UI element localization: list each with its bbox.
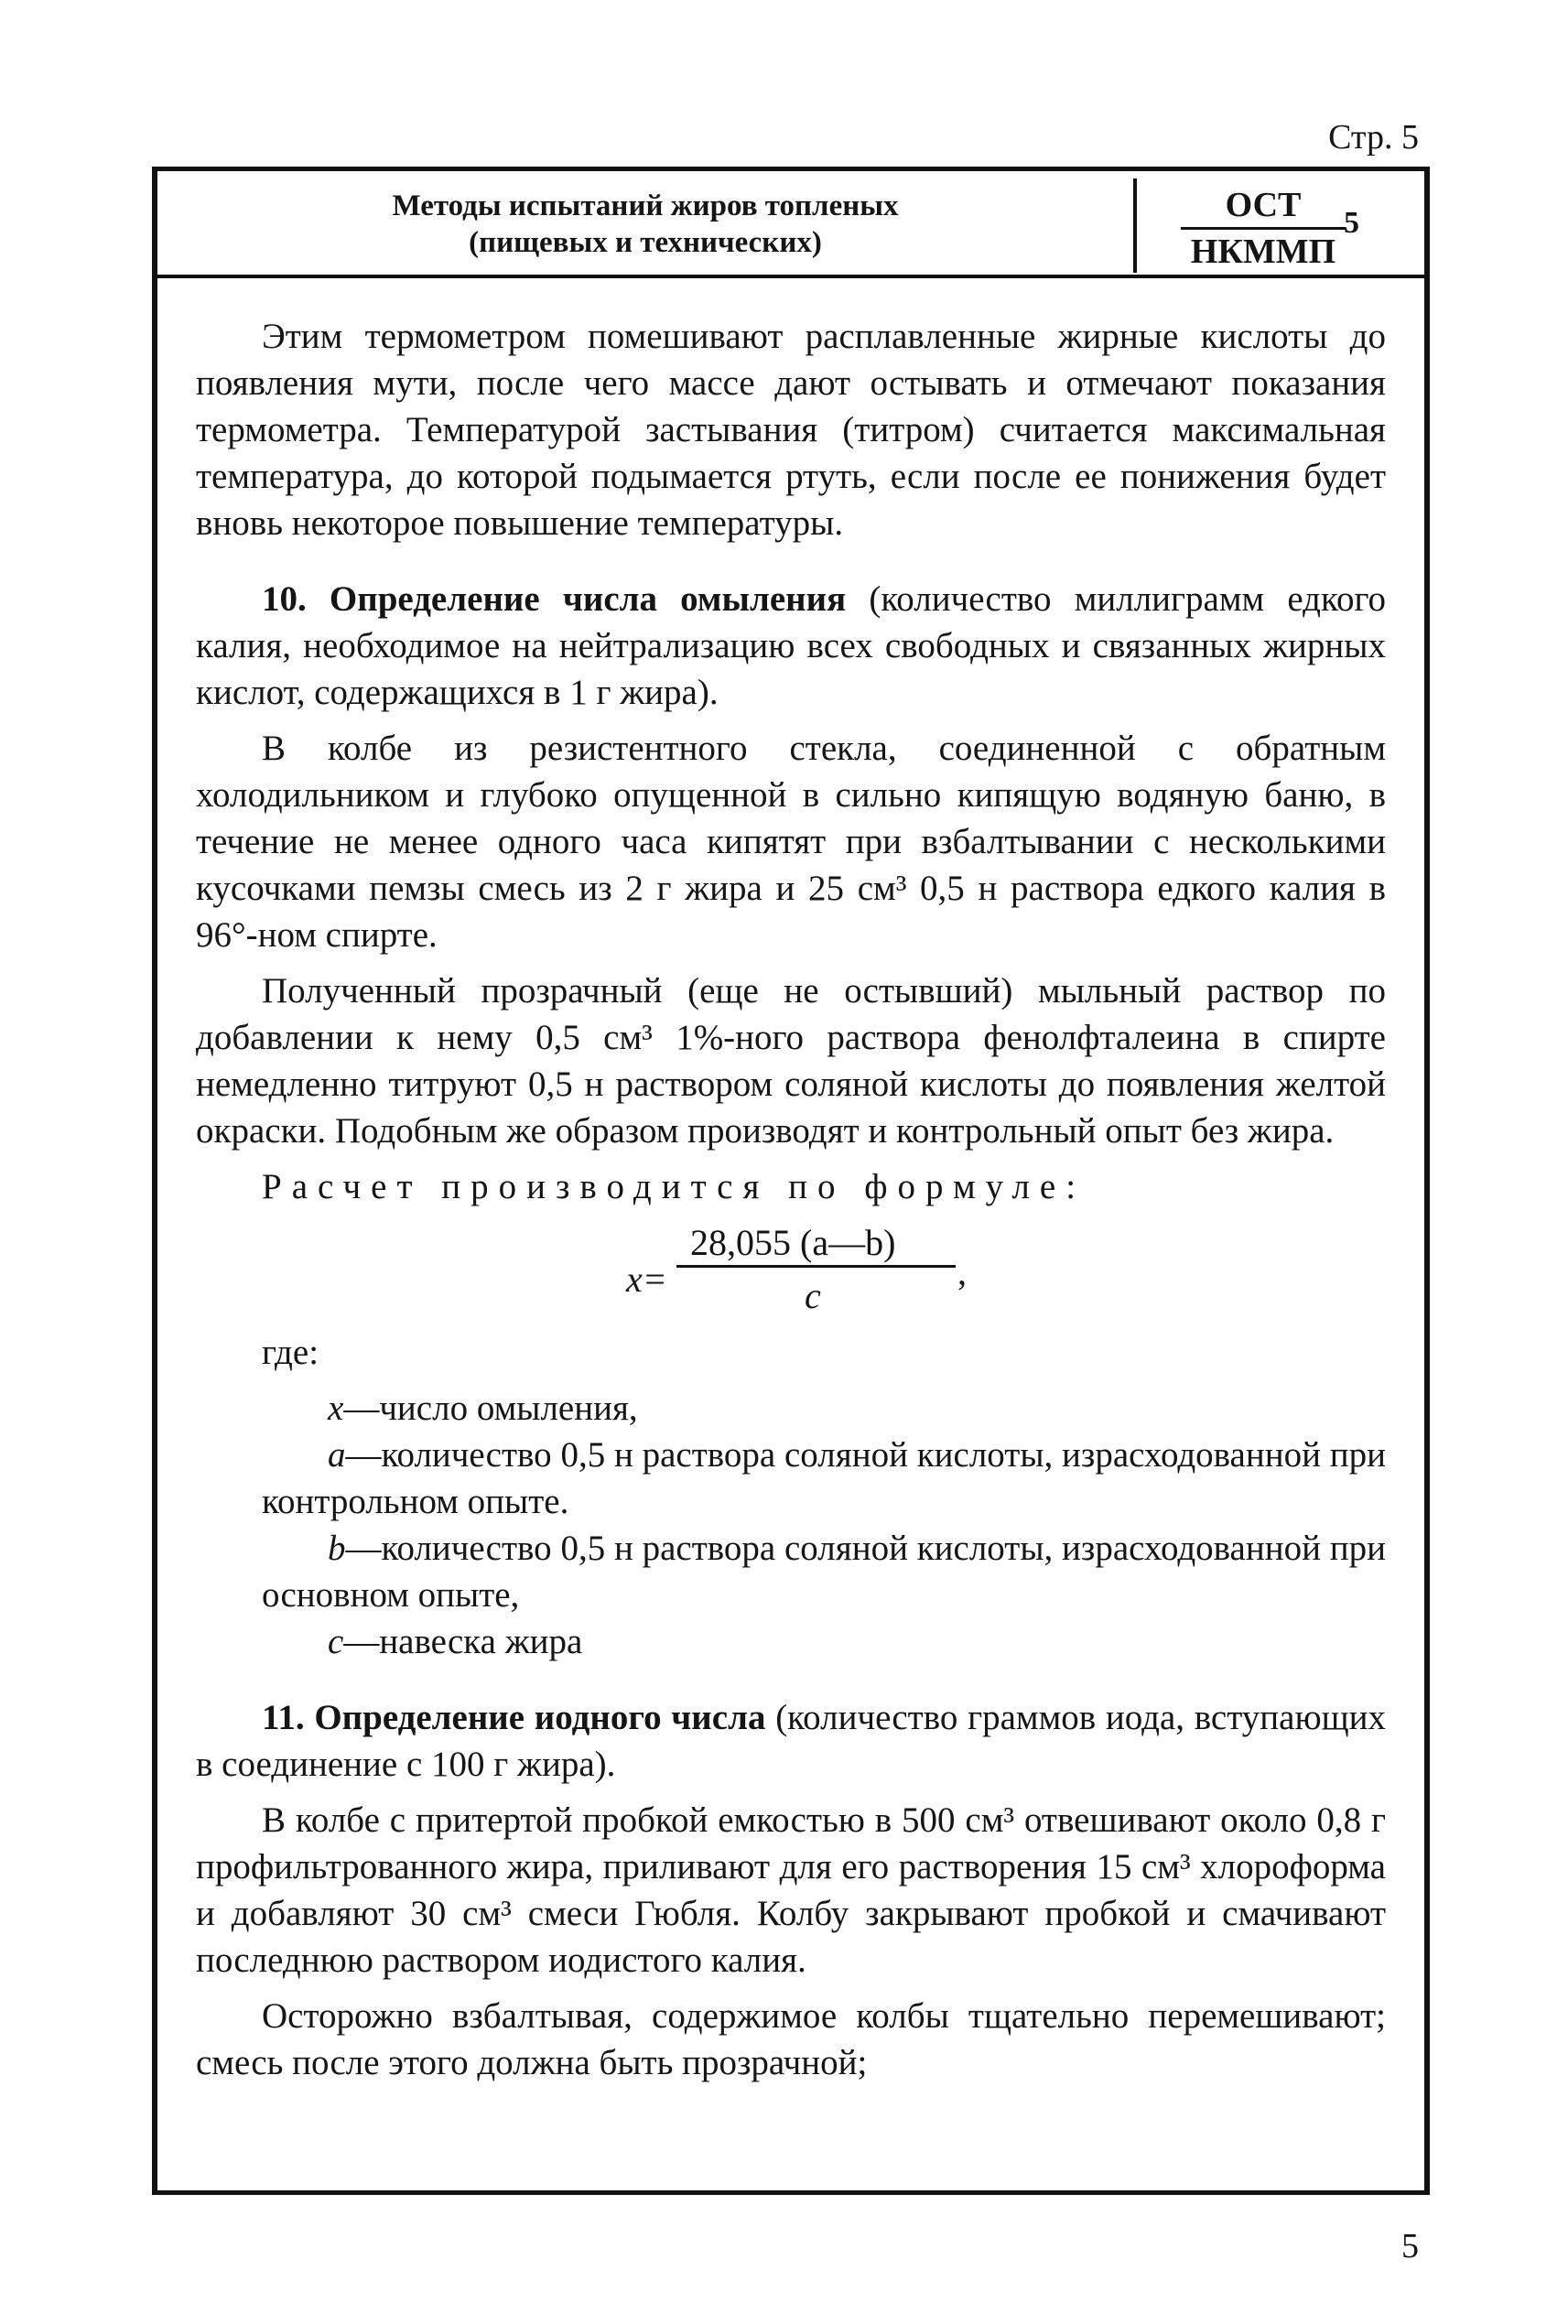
frame-left-border: [152, 169, 157, 2192]
page-label-top: Стр. 5: [1328, 118, 1419, 157]
code-bottom: НКММП: [1190, 232, 1336, 271]
section-11-intro: [196, 1694, 1386, 1788]
section-10-description: (количество миллиграмм едкого калия, необходимое на нейтрализацию всех свободных и связанных жирных кислот, содержащихся в 1 г жира).: [196, 579, 1386, 712]
section-10-heading: 10. Определение числа омыления: [262, 579, 847, 619]
formula-denominator: c: [805, 1275, 821, 1316]
title-line-2: (пищевых и технических): [469, 226, 822, 259]
frame-right-border: [1424, 169, 1430, 2192]
code-number: 5: [1344, 206, 1359, 240]
definition-b-text: —количество 0,5 н раствора соляной кислоты, израсходованной при основном опыте,: [262, 1529, 1386, 1615]
definition-x-text: —число омыления,: [343, 1389, 638, 1428]
title-line-1: Методы испытаний жиров топленых: [392, 189, 899, 222]
definition-a-symbol: a: [328, 1435, 346, 1475]
definition-c: [196, 1618, 1386, 1665]
definition-a-text: —количество 0,5 н раствора соляной кислоты, израсходованной при контрольном опыте.: [262, 1435, 1386, 1521]
paragraph-titer: Этим термометром помешивают расплавленные жирные кислоты до появления мути, после чего массе дают остывать и отмечают показания термометра. Температурой застывания (титром) считается максимальная температура, до которой подымается ртуть, если после ее понижения будет вновь некоторое повышение температуры.: [196, 317, 1386, 543]
page-number-bottom: 5: [1401, 2227, 1419, 2265]
definition-b-symbol: b: [328, 1529, 346, 1568]
calculation-intro: Расчет производится по формуле:: [262, 1167, 1087, 1206]
paragraph-flask: В колбе с притертой пробкой емкостью в 500 см³ отвешивают около 0,8 г профильтрованного жира, приливают для его растворения 15 см³ хлороформа и добавляют 30 см³ смеси Гюбля. Колбу закрывают пробкой и смачивают последнюю раствором иодистого калия.: [196, 1800, 1386, 1980]
frame-bottom-rule: [152, 2190, 1430, 2195]
definition-x: [196, 1385, 1386, 1432]
code-fraction-line: [1181, 227, 1346, 230]
definition-b: [196, 1525, 1386, 1618]
page-body: [196, 313, 1386, 2086]
definition-c-text: —навеска жира: [343, 1622, 583, 1661]
definition-a: [196, 1432, 1386, 1525]
section-11-description: (количество граммов иода, вступающих в соединение с 100 г жира).: [196, 1698, 1386, 1784]
definition-x-symbol: x: [328, 1389, 344, 1428]
formula-fraction-bar: [676, 1265, 956, 1268]
definition-c-symbol: c: [328, 1622, 344, 1661]
code-top: ОСТ: [1225, 186, 1302, 224]
frame-top-rule: [152, 167, 1430, 171]
paragraph-boiling: В колбе из резистентного стекла, соединенной с обратным холодильником и глубоко опущенной в сильно кипящую водяную баню, в течение не менее одного часа кипятят при взбалтывании с несколькими кусочками пемзы смесь из 2 г жира и 25 см³ 0,5 н раствора едкого калия в 96°-ном спирте.: [196, 729, 1386, 955]
paragraph-mixing: Осторожно взбалтывая, содержимое колбы тщательно перемешивают; смесь после этого должна быть прозрачной;: [196, 1996, 1386, 2082]
formula-comma: ,: [957, 1251, 967, 1292]
formula-lhs: x=: [626, 1259, 667, 1300]
header-bottom-rule: [152, 275, 1430, 278]
section-10-intro: [196, 576, 1386, 716]
header-divider: [1133, 178, 1137, 273]
saponification-formula: [196, 1219, 1386, 1329]
paragraph-titration: Полученный прозрачный (еще не остывший) мыльный раствор по добавлении к нему 0,5 см³ 1%-ного раствора фенолфталеина в спирте немедленно титруют 0,5 н раствором соляной кислоты до появления желтой окраски. Подобным же образом производят и контрольный опыт без жира.: [196, 971, 1386, 1151]
where-label: где:: [262, 1333, 319, 1372]
document-title: [165, 188, 1126, 261]
section-11-heading: 11. Определение иодного числа: [262, 1698, 766, 1737]
formula-numerator: 28,055 (a—b): [690, 1222, 896, 1263]
